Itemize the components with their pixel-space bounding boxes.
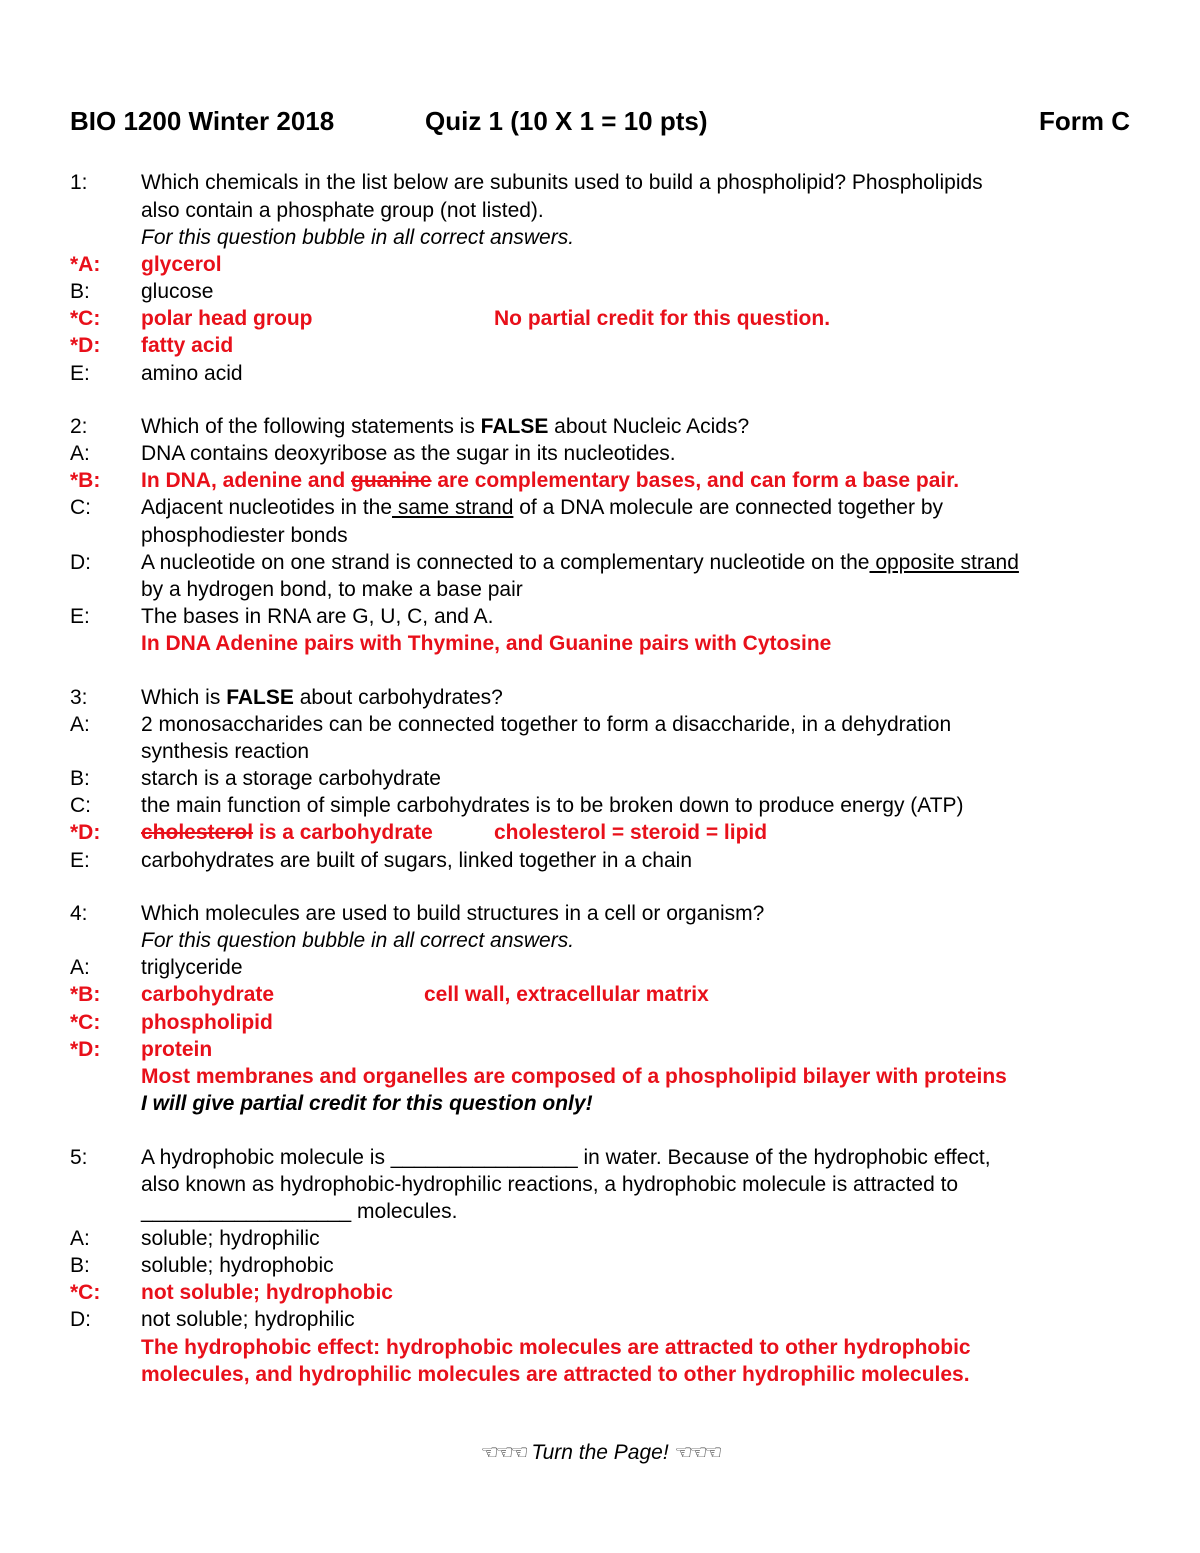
turn-page-footer [0, 1440, 1200, 1465]
question-number: 4: [70, 902, 88, 925]
question-number: 2: [70, 415, 88, 438]
course-title: BIO 1200 Winter 2018 [70, 106, 335, 136]
question-number: 5: [70, 1146, 88, 1169]
turn-page-text: Turn the Page! [531, 1441, 669, 1464]
q4-note: cell wall, extracellular matrix [424, 983, 709, 1006]
q3-note: cholesterol = steroid = lipid [494, 821, 768, 844]
quiz-header [70, 106, 1130, 140]
pointing-hand-icon: ☜☜☜ [674, 1442, 720, 1464]
question-number: 1: [70, 171, 88, 194]
q1-note: No partial credit for this question. [494, 307, 831, 330]
form-label: Form C [1039, 106, 1130, 136]
quiz-page: BIO 1200 Winter 2018 Quiz 1 (10 X 1 = 10 pts) Form C 1: Which chemicals in the list below are subunits used to build a phospholipid? Phospholipids also contain a phosphate group (not listed). For this question bubble in all correct answers. *A: glycerol B: glucose *C: polar head group No partial credit for this question. *D: fatty acid E: amino acid 2: Which of the following statements is FALSE about Nucleic Acids? A: DNA contains deoxyribose as the sugar in its nucleotides. *B: In DNA, adenine and guanine are complementary bases, and can form a base pair. C: Adjacent nucleotides in the same strand of a DNA molecule are connected together by phosphodiester bonds D: A nucleotide on one strand is connected to a complementary nucleotide on the opposite strand by a hydrogen bond, to make a base pair E: The bases in RNA are G, U, C, and A. In DNA Adenine pairs with Thymine, and Guanine pairs with Cytosine 3: Which is FALSE about carbohydrates? A: 2 monosaccharides can be connected together to form a disaccharide, in a dehydration synthesis reaction B: starch is a storage carbohydrate C: the main function of simple carbohydrates is to be broken down to produce energy (ATP) *D: cholesterol is a carbohydrate cholesterol = steroid = lipid E: carbohydrates are built of sugars, linked together in a chain 4: Which molecules are used to build structures in a cell or organism? For this question bubble in all correct answers. A: triglyceride *B: carbohydrate cell wall, extracellular matrix *C: phospholipid *D: protein Most membranes and organelles are composed of a phospholipid bilayer with proteins I will give partial credit for this question only! 5: A hydrophobic molecule is ________________ in water. Because of the hydrophobic effect, also known as hydrophobic-hydrophilic reactions, a hydrophobic molecule is attracted to __________________ molecules. A: soluble; hydrophilic B: soluble; hydrophobic *C: not soluble; hydrophobic D: not soluble; hydrophilic The hydrophobic effect: hydrophobic molecules are attracted to other hydrophobic molecules, and hydrophilic molecules are attracted to other hydrophilic molecules. ☜☜☜ Turn the Page! ☜☜☜ [0, 0, 1200, 1553]
quiz-title: Quiz 1 (10 X 1 = 10 pts) [425, 106, 708, 136]
question-number: 3: [70, 686, 88, 709]
pointing-hand-icon: ☜☜☜ [480, 1442, 526, 1464]
